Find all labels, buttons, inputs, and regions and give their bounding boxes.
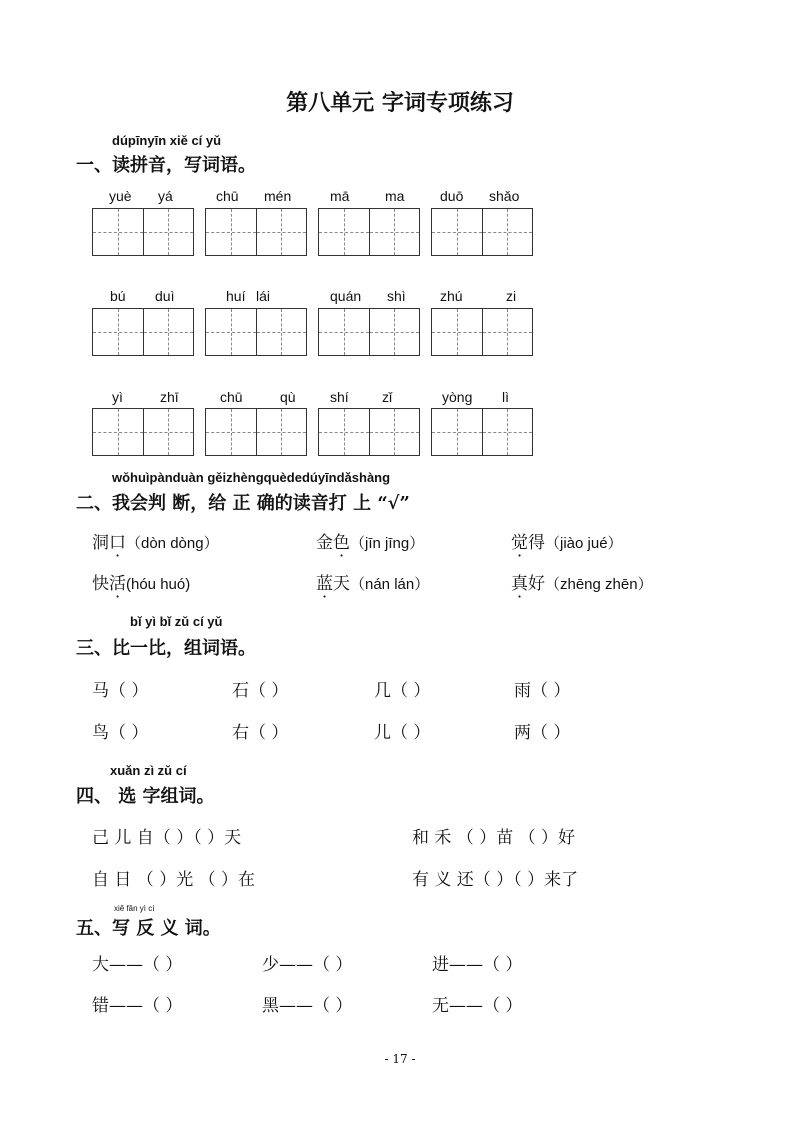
pinyin-options[interactable]: （jīn jīng） bbox=[350, 535, 425, 552]
compare-item[interactable]: 雨（ ） bbox=[514, 681, 571, 701]
antonym-item[interactable]: 少——（ ） bbox=[262, 955, 353, 975]
compare-item[interactable]: 石（ ） bbox=[232, 681, 289, 701]
choice-item bbox=[511, 528, 623, 553]
choose-char-row[interactable]: 己 儿 自（ ）（ ）天 bbox=[92, 828, 242, 848]
dotted-char: 真 bbox=[511, 574, 528, 594]
pinyin-label: chū bbox=[216, 188, 239, 204]
writing-grid[interactable] bbox=[205, 308, 307, 356]
pinyin-label: zi bbox=[506, 288, 517, 304]
pinyin-label: yá bbox=[158, 188, 173, 204]
choose-char-row[interactable]: 自 日 （ ）光 （ ）在 bbox=[92, 870, 256, 890]
pinyin-label: quán bbox=[330, 288, 362, 304]
word-char: 得 bbox=[528, 533, 545, 553]
pinyin-label: yòng bbox=[442, 389, 473, 405]
pinyin-label: shǎo bbox=[489, 188, 520, 204]
pinyin-label: yuè bbox=[109, 188, 132, 204]
pinyin-label: zhú bbox=[440, 288, 463, 304]
pinyin-label: bú bbox=[110, 288, 126, 304]
antonym-item[interactable]: 大——（ ） bbox=[92, 955, 183, 975]
writing-grid[interactable] bbox=[431, 308, 533, 356]
dotted-char: 口 bbox=[109, 533, 126, 553]
writing-grid[interactable] bbox=[205, 408, 307, 456]
writing-grid[interactable] bbox=[318, 208, 420, 256]
pinyin-label: zhī bbox=[160, 389, 179, 405]
section3-heading: 三、比一比，组词语。 bbox=[76, 638, 256, 659]
section3-pinyin: bǐ yì bǐ zǔ cí yǔ bbox=[130, 614, 223, 629]
antonym-item[interactable]: 错——（ ） bbox=[92, 996, 183, 1016]
writing-grid[interactable] bbox=[431, 408, 533, 456]
page-number: - 17 - bbox=[384, 1052, 416, 1066]
writing-grid[interactable] bbox=[318, 408, 420, 456]
pinyin-label: mén bbox=[264, 188, 292, 204]
choose-char-row[interactable]: 和 禾 （ ）苗 （ ）好 bbox=[412, 828, 576, 848]
choice-item bbox=[92, 569, 190, 594]
word-char: 洞 bbox=[92, 533, 109, 553]
section1-pinyin: dúpīnyīn xiě cí yǔ bbox=[112, 133, 222, 148]
writing-grid[interactable] bbox=[92, 208, 194, 256]
section2-heading: 二、我会判 断，给 正 确的读音打 上 “√” bbox=[76, 493, 410, 514]
pinyin-label: qù bbox=[280, 389, 296, 405]
pinyin-label: lái bbox=[256, 288, 271, 304]
antonym-item[interactable]: 黑——（ ） bbox=[262, 996, 353, 1016]
writing-grid[interactable] bbox=[318, 308, 420, 356]
page-title: 第八单元 字词专项练习 bbox=[286, 90, 514, 116]
pinyin-label: mā bbox=[330, 188, 350, 204]
compare-item[interactable]: 两（ ） bbox=[514, 723, 571, 743]
section4-pinyin: xuǎn zì zǔ cí bbox=[110, 763, 187, 778]
choice-item bbox=[316, 528, 424, 553]
word-char: 金 bbox=[316, 533, 333, 553]
pinyin-label: lì bbox=[502, 389, 509, 405]
section4-heading: 四、 选 字组词。 bbox=[76, 786, 215, 807]
section2-pinyin: wǒhuìpànduàn gěizhèngquèdedúyīndǎshàng bbox=[112, 470, 391, 485]
pinyin-options[interactable]: （jiào jué） bbox=[545, 535, 623, 552]
choice-item bbox=[511, 569, 653, 594]
pinyin-label: duō bbox=[440, 188, 464, 204]
choice-item bbox=[316, 569, 429, 594]
pinyin-label: huí bbox=[226, 288, 246, 304]
pinyin-label: shì bbox=[387, 288, 406, 304]
word-char: 好 bbox=[528, 574, 545, 594]
dotted-char: 活 bbox=[109, 574, 126, 594]
word-char: 快 bbox=[92, 574, 109, 594]
compare-item[interactable]: 几（ ） bbox=[374, 681, 431, 701]
section5-heading: 五、写 反 义 词。 bbox=[76, 918, 221, 939]
antonym-item[interactable]: 进——（ ） bbox=[432, 955, 523, 975]
dotted-char: 蓝 bbox=[316, 574, 333, 594]
dotted-char: 色 bbox=[333, 533, 350, 553]
pinyin-label: ma bbox=[385, 188, 405, 204]
antonym-item[interactable]: 无——（ ） bbox=[432, 996, 523, 1016]
pinyin-options[interactable]: （zhēng zhēn） bbox=[545, 576, 653, 593]
writing-grid[interactable] bbox=[92, 308, 194, 356]
writing-grid[interactable] bbox=[431, 208, 533, 256]
compare-item[interactable]: 右（ ） bbox=[232, 723, 289, 743]
pinyin-label: shí bbox=[330, 389, 349, 405]
pinyin-label: chū bbox=[220, 389, 243, 405]
pinyin-options[interactable]: （nán lán） bbox=[350, 576, 430, 593]
word-char: 天 bbox=[333, 574, 350, 594]
dotted-char: 觉 bbox=[511, 533, 528, 553]
section1-heading: 一、读拼音，写词语。 bbox=[76, 155, 256, 176]
section5-pinyin: xiě fǎn yì cí bbox=[114, 904, 155, 913]
writing-grid[interactable] bbox=[205, 208, 307, 256]
pinyin-label: duì bbox=[155, 288, 175, 304]
compare-item[interactable]: 儿（ ） bbox=[374, 723, 431, 743]
compare-item[interactable]: 鸟（ ） bbox=[92, 723, 149, 743]
choose-char-row[interactable]: 有 义 还（ ）（ ）来了 bbox=[412, 870, 579, 890]
choice-item bbox=[92, 528, 219, 553]
pinyin-label: yì bbox=[112, 389, 123, 405]
writing-grid[interactable] bbox=[92, 408, 194, 456]
pinyin-options[interactable]: (hóu huó) bbox=[126, 576, 191, 593]
pinyin-options[interactable]: （dòn dòng） bbox=[126, 535, 219, 552]
pinyin-label: zǐ bbox=[382, 389, 393, 405]
compare-item[interactable]: 马（ ） bbox=[92, 681, 149, 701]
